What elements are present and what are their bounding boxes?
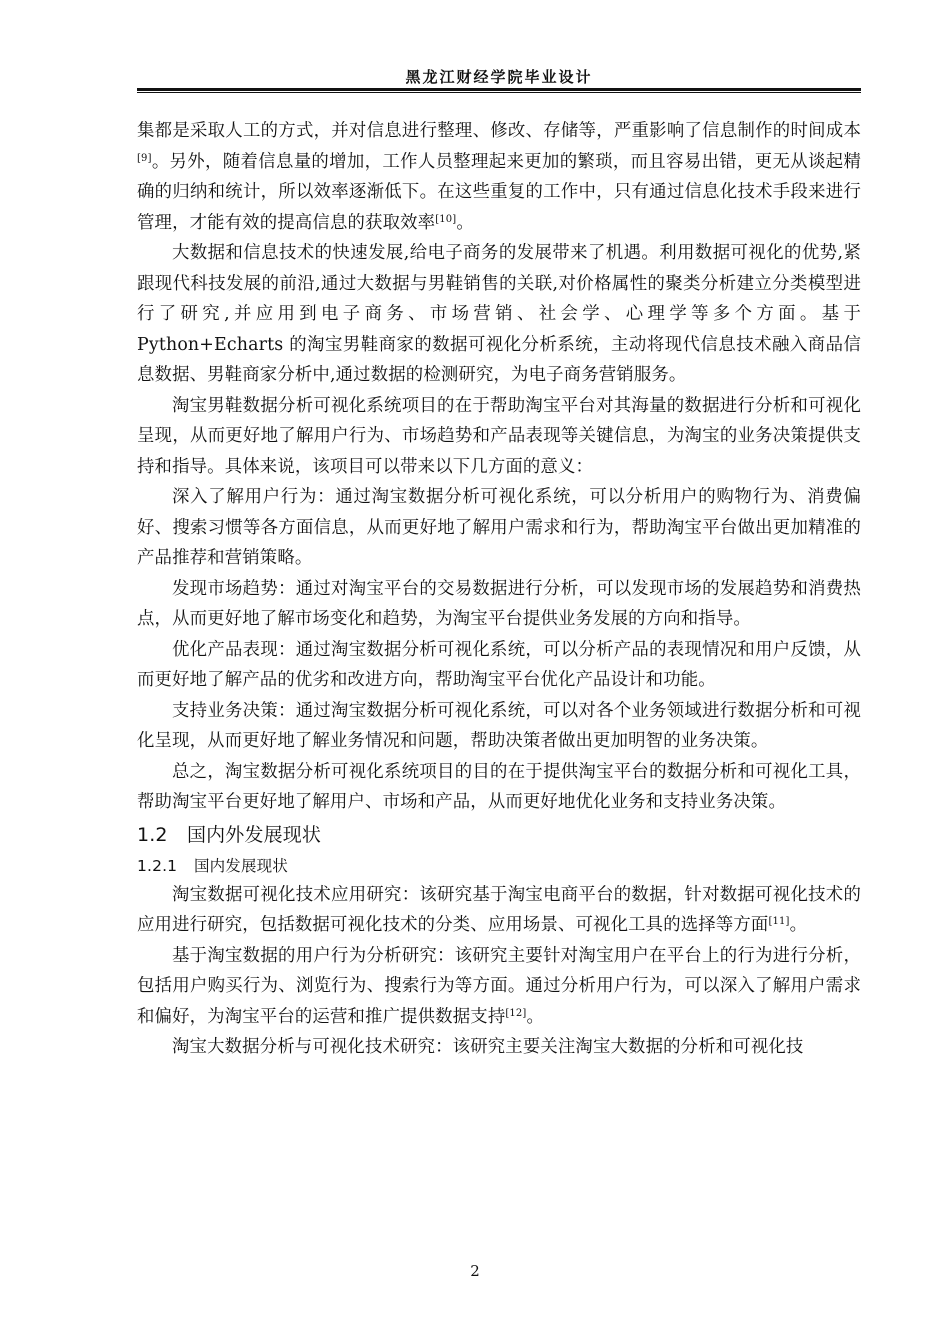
- subsection-heading: [137, 852, 861, 880]
- header-rule-thick: [137, 88, 861, 91]
- citation-ref: [11]: [768, 916, 790, 927]
- citation-ref: [10]: [435, 213, 457, 225]
- section-number: 1.2: [137, 823, 168, 846]
- paragraph: 淘宝大数据分析与可视化技术研究：该研究主要关注淘宝大数据的分析和可视化技: [172, 1037, 804, 1057]
- header-rule-thin: [137, 92, 861, 93]
- paragraph: 基于淘宝数据的用户行为分析研究：该研究主要针对淘宝用户在平台上的行为进行分析，包括用户购买行为、浏览行为、搜索行为等方面。通过分析用户行为，可以深入了解用户需求和偏好，为淘宝平台的运营和推广提供数据支持[12]。: [137, 945, 861, 1027]
- section-title: 国内外发展现状: [187, 823, 322, 846]
- paragraph: 深入了解用户行为：通过淘宝数据分析可视化系统，可以分析用户的购物行为、消费偏好、搜索习惯等各方面信息，从而更好地了解用户需求和行为，帮助淘宝平台做出更加精准的产品推荐和营销策略。: [137, 487, 861, 568]
- paragraph: 发现市场趋势：通过对淘宝平台的交易数据进行分析，可以发现市场的发展趋势和消费热点，从而更好地了解市场变化和趋势，为淘宝平台提供业务发展的方向和指导。: [137, 578, 861, 629]
- document-body: [137, 116, 861, 1063]
- citation-ref: [9]: [137, 152, 152, 164]
- paragraph: 大数据和信息技术的快速发展,给电子商务的发展带来了机遇。利用数据可视化的优势,紧跟现代科技发展的前沿,通过大数据与男鞋销售的关联,对价格属性的聚类分析建立分类模型进行了研究,并应用到电子商务、市场营销、社会学、心理学等多个方面。基于 Python+Echarts 的淘宝男鞋商家的数据可视化分析系统，主动将现代信息技术融入商品信息数据、男鞋商家分析中,通过数据的检测研究，为电子商务营销服务。: [137, 243, 861, 385]
- paragraph: 支持业务决策：通过淘宝数据分析可视化系统，可以对各个业务领域进行数据分析和可视化呈现，从而更好地了解业务情况和问题，帮助决策者做出更加明智的业务决策。: [137, 700, 861, 751]
- section-heading: [137, 818, 861, 852]
- page-number: 2: [470, 1262, 480, 1280]
- page-header-title: 黑龙江财经学院毕业设计: [405, 68, 593, 86]
- subsection-number: 1.2.1: [137, 856, 178, 875]
- paragraph-continued: 集都是采取人工的方式，并对信息进行整理、修改、存储等，严重影响了信息制作的时间成本[9]。另外，随着信息量的增加，工作人员整理起来更加的繁琐，而且容易出错，更无从谈起精确的归纳和统计，所以效率逐渐低下。在这些重复的工作中，只有通过信息化技术手段来进行管理，才能有效的提高信息的获取效率[10]。: [137, 121, 861, 233]
- paragraph: 优化产品表现：通过淘宝数据分析可视化系统，可以分析产品的表现情况和用户反馈，从而更好地了解产品的优劣和改进方向，帮助淘宝平台优化产品设计和功能。: [137, 639, 861, 690]
- subsection-title: 国内发展现状: [194, 856, 288, 875]
- paragraph: 淘宝数据可视化技术应用研究：该研究基于淘宝电商平台的数据，针对数据可视化技术的应用进行研究，包括数据可视化技术的分类、应用场景、可视化工具的选择等方面[11]。: [137, 884, 861, 935]
- citation-ref: [12]: [505, 1007, 527, 1019]
- paragraph: 总之，淘宝数据分析可视化系统项目的目的在于提供淘宝平台的数据分析和可视化工具，帮助淘宝平台更好地了解用户、市场和产品，从而更好地优化业务和支持业务决策。: [137, 761, 861, 812]
- paragraph: 淘宝男鞋数据分析可视化系统项目的在于帮助淘宝平台对其海量的数据进行分析和可视化呈现，从而更好地了解用户行为、市场趋势和产品表现等关键信息，为淘宝的业务决策提供支持和指导。具体来说，该项目可以带来以下几方面的意义：: [137, 395, 861, 477]
